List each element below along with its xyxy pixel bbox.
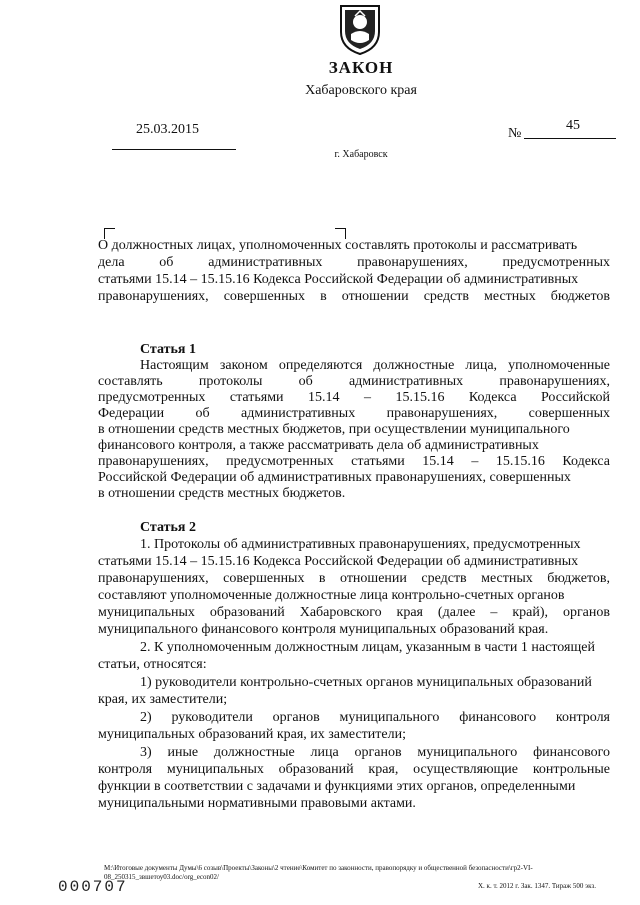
number-sign: №	[508, 126, 522, 141]
article-2-item-3-line: муниципальными нормативными правовыми актами.	[98, 796, 416, 811]
article-2-part-1-line: статьями 15.14 – 15.15.16 Кодекса Российской Федерации об административных	[98, 554, 579, 569]
article-2-part-1-line: составляют уполномоченные должностные лица контрольно-счетных органов	[98, 588, 565, 603]
article-2-part-1-line: 1. Протоколы об административных правонарушениях, предусмотренных	[140, 537, 581, 552]
article-1-line: Настоящим законом определяются должностные лица, уполномоченные	[140, 358, 610, 373]
preamble-line: правонарушениях, совершенных в отношении средств местных бюджетов	[98, 289, 610, 304]
article-2-heading: Статья 2	[140, 520, 196, 535]
article-2-part-1-line: муниципальных образований Хабаровского края (далее – край), органов	[98, 605, 610, 620]
document-title: ЗАКОН	[328, 58, 394, 77]
footer-file-path	[104, 864, 624, 882]
article-1-heading: Статья 1	[140, 342, 196, 357]
article-2-part-1-line: правонарушениях, совершенных в отношении средств местных бюджетов,	[98, 571, 610, 586]
article-2-part-2-line: статьи, относятся:	[98, 657, 207, 672]
article-2-item-2-line: 2) руководители органов муниципального финансового контроля	[140, 710, 610, 725]
footer-path-line: 08_250315_звшетоу03.doc/org_econ02/	[104, 873, 219, 881]
article-2-item-3-line: функции в соответствии с задачами и функциями этих органов, определенными	[98, 779, 576, 794]
article-2-item-1-line: 1) руководители контрольно-счетных органов муниципальных образований	[140, 675, 592, 690]
law-number: 45	[566, 118, 580, 133]
law-city: г. Хабаровск	[334, 149, 388, 160]
article-2-part-2-line: 2. К уполномоченным должностным лицам, указанным в части 1 настоящей	[140, 640, 595, 655]
preamble-line: дела об административных правонарушениях, предусмотренных	[98, 255, 610, 270]
footer-path-line: M:\Итоговые документы Думы\6 созыв\Проекты\Законы\2 чтение\Комитет по законности, правопорядку и общественной безопасности\гр2-VI-	[104, 864, 533, 872]
article-2-item-2-line: муниципальных образований края, их заместители;	[98, 727, 406, 742]
article-1-line: Федерации об административных правонарушениях, совершенных	[98, 406, 610, 421]
article-1-line: правонарушениях, предусмотренных статьями 15.14 – 15.15.16 Кодекса	[98, 454, 610, 469]
article-2-part-1-line: муниципального финансового контроля муниципальных образований края.	[98, 622, 549, 637]
article-1-line: финансового контроля, а также рассматривать дела об административных	[98, 438, 539, 453]
coat-of-arms-emblem	[337, 2, 383, 56]
article-2-item-3-line: контроля муниципальных образований края, осуществляющие контрольные	[98, 762, 610, 777]
article-2-item-3-line: 3) иные должностные лица органов муниципального финансового	[140, 745, 610, 760]
law-date: 25.03.2015	[136, 122, 199, 137]
article-1-line: Российской Федерации об административных правонарушениях, совершенных	[98, 470, 571, 485]
article-1-line: в отношении средств местных бюджетов, при осуществлении муниципального	[98, 422, 570, 437]
footer-printer-info: Х. к. т. 2012 г. Зак. 1347. Тираж 500 экз.	[478, 882, 596, 890]
article-1-line: составлять протоколы об административных правонарушениях,	[98, 374, 610, 389]
article-1-line: в отношении средств местных бюджетов.	[98, 486, 346, 501]
number-underline	[524, 138, 616, 139]
article-2-item-1-line: края, их заместители;	[98, 692, 228, 707]
article-1-line: предусмотренных статьями 15.14 – 15.15.16 Кодекса Российской	[98, 390, 610, 405]
preamble-line: статьями 15.14 – 15.15.16 Кодекса Российской Федерации об административных	[98, 272, 579, 287]
document-subtitle: Хабаровского края	[305, 83, 417, 98]
footer-stamp-number: 000707	[58, 878, 128, 896]
preamble-line: О должностных лицах, уполномоченных составлять протоколы и рассматривать	[98, 238, 578, 253]
